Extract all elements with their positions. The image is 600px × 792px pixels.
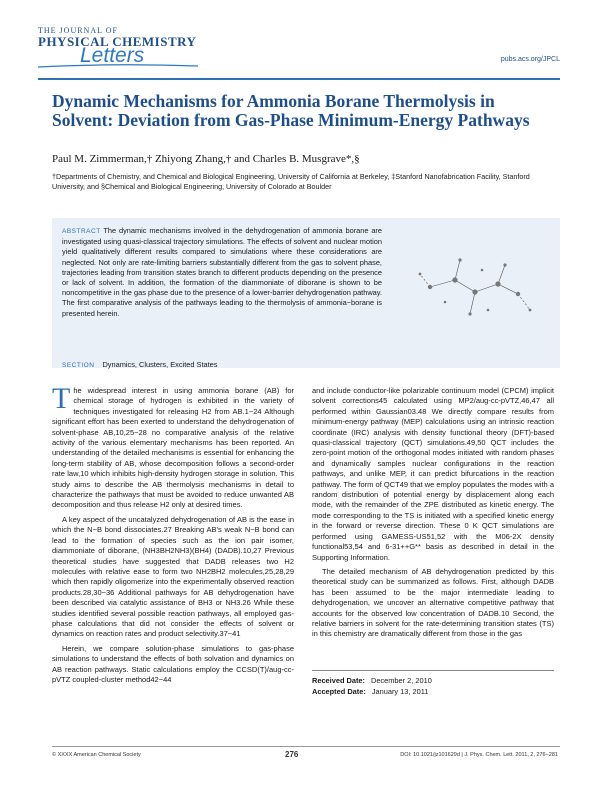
article-title: Dynamic Mechanisms for Ammonia Borane Thermolysis in Solvent: Deviation from Gas-Phase Minimum-Energy Pathways	[52, 91, 530, 130]
body-left-column	[52, 382, 294, 689]
footer-divider	[52, 746, 560, 747]
footer-copyright: © XXXX American Chemical Society	[52, 752, 141, 758]
journal-line1: THE JOURNAL OF	[38, 26, 118, 35]
abstract-label: ABSTRACT	[62, 228, 101, 235]
received-date: December 2, 2010	[371, 676, 432, 685]
journal-swoosh-logo	[38, 64, 198, 68]
section-value: Dynamics, Clusters, Excited States	[102, 360, 218, 369]
body-paragraph: The detailed mechanism of AB dehydrogenation predicted by this theoretical study can be summarized as follows. First, although DADB has been assumed to be the major intermediate leading to dehydrogenation, we uncover an alternative competitive pathway that accounts for the observed low concentration of DADB.10 Second, the relative barriers in solvent for the rate-determining transition states (TS) in this chemistry are dramatically different from those in the gas	[312, 566, 554, 639]
abstract-body: The dynamic mechanisms involved in the dehydrogenation of ammonia borane are investigated using quasi-classical trajectory simulations. The effects of solvent and nuclear motion yield qualitatively different results compared to simulations where these considerations are neglected. Not only are rate-limiting barriers substantially different from the gas to solvent phase, trajectories leading from transition states branch to different products depending on the presence or lack of solvent. In addition, the formation of the diammoniate of diborane is shown to be noncompetitive in the gas phase due to the presence of a lower-barrier dehydrogenation pathway. The first comparative analysis of the pathways leading to the thermolysis of ammonia−borane is presented herein.	[62, 226, 383, 318]
dropcap: T	[52, 382, 71, 415]
article-affiliations: †Departments of Chemistry, and Chemical and Biological Engineering, University of California at Berkeley, ‡Stanford Nanofabrication Facility, Stanford University, and §Chemical and Biological Engineering, University of Colorado at Boulder	[52, 172, 530, 191]
toc-molecule-graphic	[400, 232, 550, 342]
body-right-column	[312, 386, 554, 644]
article-authors: Paul M. Zimmerman,† Zhiyong Zhang,† and Charles B. Musgrave*,§	[52, 153, 360, 165]
accepted-date: January 13, 2011	[371, 687, 429, 696]
section-label: SECTION	[62, 362, 95, 369]
header-divider	[38, 78, 560, 80]
footer-citation: DOI: 10.1021/jz101629d | J. Phys. Chem. Lett. 2011, 2, 276−281	[400, 752, 558, 758]
abstract	[62, 226, 382, 319]
journal-line2: PHYSICAL CHEMISTRY	[38, 34, 197, 49]
body-paragraph: A key aspect of the uncatalyzed dehydrogenation of AB is the ease in which the N−B bond dissociates.27 Breaking AB's weak N−B bond can lead to the formation of species such as the ion pair isomer, diammoniate of diborane, (NH3BH2NH3)(BH4) (DADB).10,27 Previous theoretical studies have suggested that DADB releases two H2 molecules with relative ease to form two NH2BH2 molecules,25,28,29 which then rapidly oligomerize into the experimentally observed reaction products.28,30−36 Additional pathways for AB dehydrogenation have been described via catalytic assistance of BH3 or NH3.26 While these studies identified several possible reaction pathways, all employed gas-phase calculations that did not consider the effects of solvent or dynamics on reaction rates and product selectivity.37−41	[52, 514, 294, 639]
body-paragraph: The widespread interest in using ammonia borane (AB) for chemical storage of hydrogen is exhibited in the variety of techniques investigated for releasing H2 from AB.1−24 Although significant effort has been exerted to understand the dehydrogenation of solvent-phase AB,10,25−28 no comparative analysis of the relative activity of the various elementary mechanisms has been reported. An understanding of the detailed mechanisms is essential for enhancing the long-term stability of AB, whose decomposition follows a second-order rate law,10 which inhibits high-density hydrogen storage in solution. This study aims to describe the AB thermolysis mechanisms in detail to characterize the pathways that must be avoided to reduce unwanted AB decomposition and thus release H2 only at desired times.	[52, 382, 294, 510]
section-line	[62, 360, 372, 369]
body-paragraph: and include conductor-like polarizable continuum model (CPCM) implicit solvent corrections45 calculated using MP2/aug-cc-pVTZ,46,47 all performed within Gaussian03.48 We directly compare results from minimum-energy pathway (MEP) calculations using an intrinsic reaction coordinate (IRC) analysis with density functional theory (DFT)-based quasi-classical trajectory (QCT) simulations.49,50 QCT includes the zero-point motion of the orthogonal modes initiated with random phases and dynamically samples nuclear configurations in the reaction pathways, and unlike MEP, it can predict bifurcations in the reaction pathway. The form of QCT49 that we employ populates the modes with a random distribution of potential energy by displacement along each mode, with the remainder of the ZPE distributed as kinetic energy. The mode corresponding to the TS is initiated with a specified kinetic energy in the forward or reverse direction. These 0 K QCT simulations are performed using GAMESS-US51,52 with the M06-2X density functional53,54 and 6-31++G** basis as described in detail in the Supporting Information.	[312, 386, 554, 562]
dates-divider	[312, 670, 554, 671]
body-paragraph: Herein, we compare solution-phase simulations to gas-phase simulations to understand the effects of both solvation and dynamics on AB reaction pathways. Static calculations employ the CCSD(T)/aug-cc-pVTZ coupled-cluster method42−44	[52, 643, 294, 684]
journal-url-link[interactable]: pubs.acs.org/JPCL	[500, 56, 560, 63]
article-dates	[312, 675, 554, 697]
page-number: 276	[285, 750, 299, 759]
received-label: Received Date:	[312, 676, 365, 685]
journal-line3: Letters	[80, 44, 145, 67]
accepted-label: Accepted Date:	[312, 687, 366, 696]
